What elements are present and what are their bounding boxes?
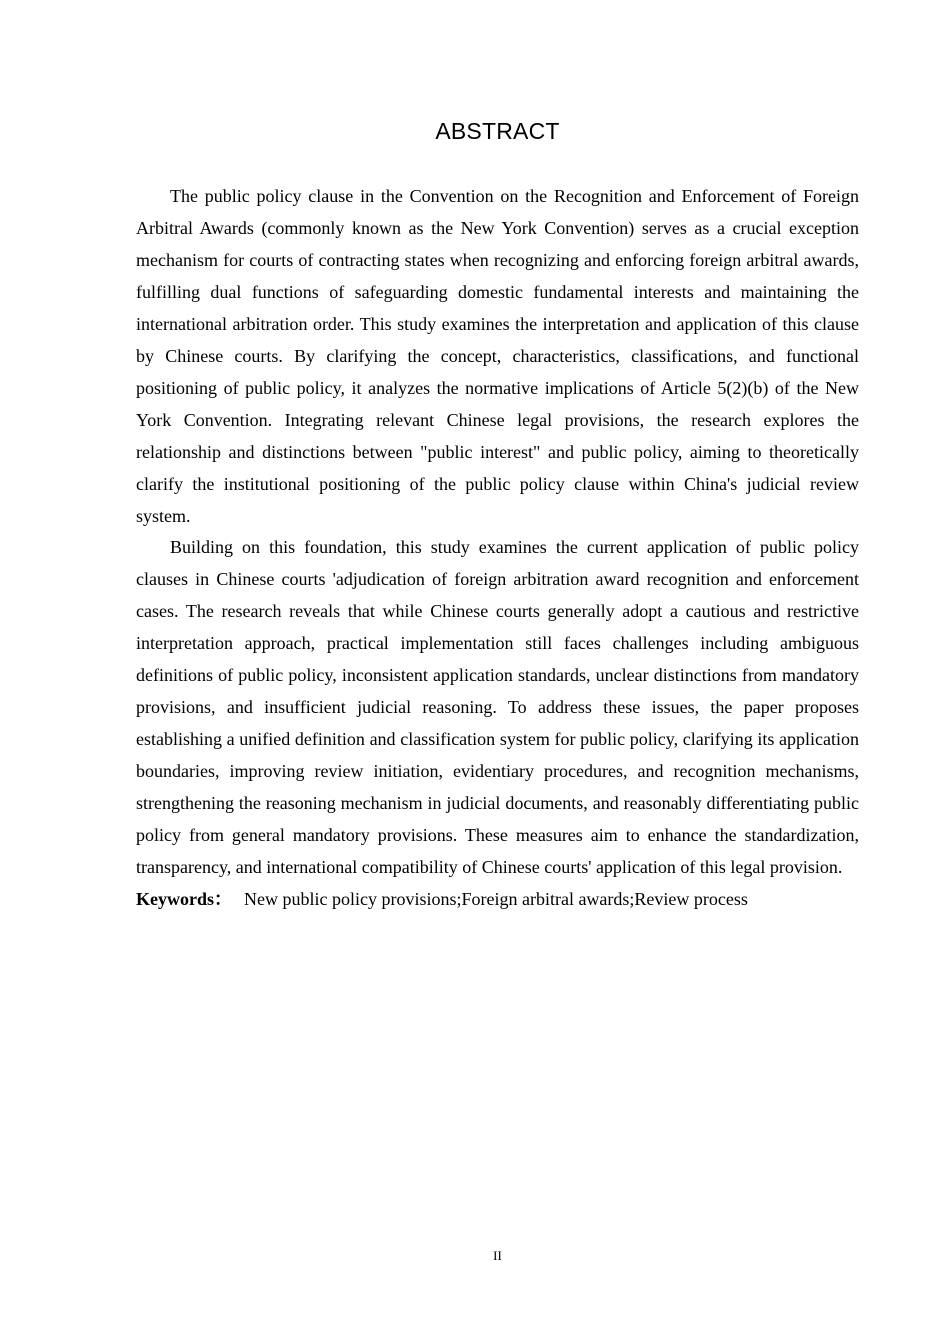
abstract-title: ABSTRACT — [435, 118, 560, 144]
keywords-line — [136, 883, 859, 915]
keywords-value: New public policy provisions;Foreign arbitral awards;Review process — [244, 889, 748, 909]
keywords-label: Keywords： — [136, 889, 232, 909]
page-number: II — [493, 1248, 502, 1263]
abstract-paragraph-1: The public policy clause in the Convention on the Recognition and Enforcement of Foreign Arbitral Awards (commonly known as the New York Convention) serves as a crucial exception mechanism for courts of contracting states when recognizing and enforcing foreign arbitral awards, fulfilling dual functions of safeguarding domestic fundamental interests and maintaining the international arbitration order. This study examines the interpretation and application of this clause by Chinese courts. By clarifying the concept, characteristics, classifications, and functional positioning of public policy, it analyzes the normative implications of Article 5(2)(b) of the New York Convention. Integrating relevant Chinese legal provisions, the research explores the relationship and distinctions between "public interest" and public policy, aiming to theoretically clarify the institutional positioning of the public policy clause within China's judicial review system. — [136, 186, 859, 526]
abstract-body — [136, 180, 859, 915]
abstract-paragraph-2: Building on this foundation, this study examines the current application of public policy clauses in Chinese courts 'adjudication of foreign arbitration award recognition and enforcement cases. The research reveals that while Chinese courts generally adopt a cautious and restrictive interpretation approach, practical implementation still faces challenges including ambiguous definitions of public policy, inconsistent application standards, unclear distinctions from mandatory provisions, and insufficient judicial reasoning. To address these issues, the paper proposes establishing a unified definition and classification system for public policy, clarifying its application boundaries, improving review initiation, evidentiary procedures, and recognition mechanisms, strengthening the reasoning mechanism in judicial documents, and reasonably differentiating public policy from general mandatory provisions. These measures aim to enhance the standardization, transparency, and international compatibility of Chinese courts' application of this legal provision. — [136, 537, 859, 877]
